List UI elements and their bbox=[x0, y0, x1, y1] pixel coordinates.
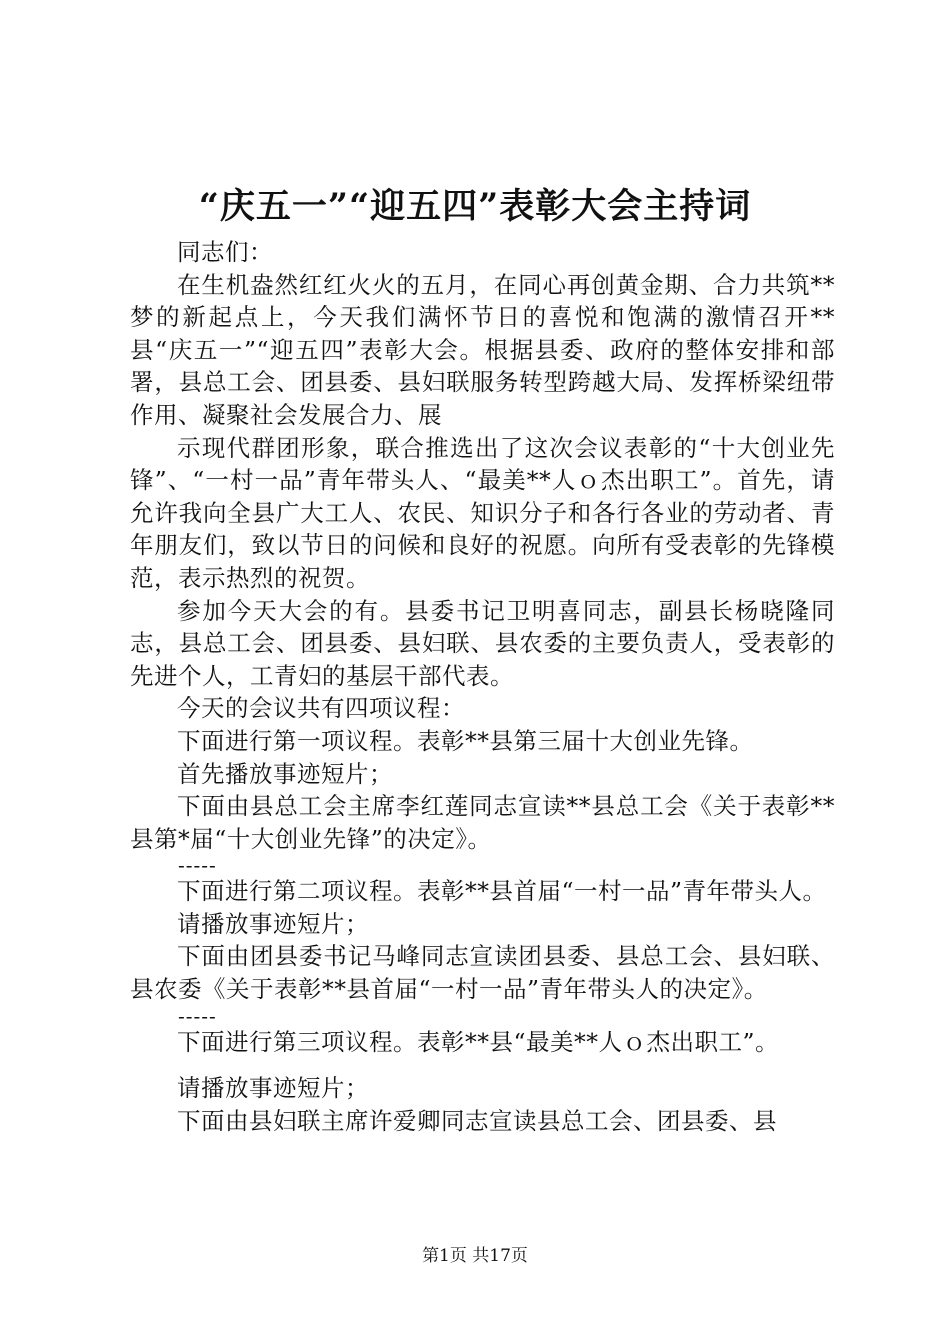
paragraph-opening: 在生机盎然红红火火的五月，在同心再创黄金期、合力共筑**梦的新起点上，今天我们满怀节日的喜悦和饱满的激情召开**县“庆五一”“迎五四”表彰大会。根据县委、政府的整体安排和部署，县总工会、团县委、县妇联服务转型跨越大局、发挥桥梁纽带作用、凝聚社会发展合力、展 bbox=[130, 270, 835, 429]
paragraph-decision-1: 下面由县总工会主席李红莲同志宣读**县总工会《关于表彰**县第*届“十大创业先锋”的决定》。 bbox=[130, 792, 835, 853]
paragraph-video-3: 请播放事迹短片； bbox=[177, 1074, 369, 1103]
paragraph-attendees: 参加今天大会的有。县委书记卫明喜同志，副县长杨晓隆同志，县总工会、团县委、县妇联、县农委的主要负责人，受表彰的先进个人，工青妇的基层干部代表。 bbox=[130, 596, 835, 690]
paragraph-agenda-2: 下面进行第二项议程。表彰**县首届“一村一品”青年带头人。 bbox=[177, 877, 827, 906]
paragraph-agenda-1: 下面进行第一项议程。表彰**县第三届十大创业先锋。 bbox=[177, 726, 754, 755]
separator-dashes: ----- bbox=[178, 853, 217, 878]
paragraph-greeting: 同志们： bbox=[177, 238, 273, 266]
page-footer: 第1页 共17页 bbox=[422, 1246, 528, 1266]
blank-line bbox=[130, 1058, 835, 1072]
paragraph-agenda-3: 下面进行第三项议程。表彰**县“最美**人ｏ杰出职工”。 bbox=[177, 1027, 780, 1056]
paragraph-decision-3: 下面由县妇联主席许爱卿同志宣读县总工会、团县委、县 bbox=[177, 1106, 777, 1135]
document-body bbox=[130, 236, 835, 1137]
paragraph-agenda-intro: 今天的会议共有四项议程： bbox=[177, 694, 465, 723]
paragraph-video-2: 请播放事迹短片； bbox=[177, 909, 369, 938]
paragraph-video-1: 首先播放事迹短片； bbox=[177, 759, 393, 788]
paragraph-honorees: 示现代群团形象，联合推选出了这次会议表彰的“十大创业先锋”、“一村一品”青年带头人、“最美**人ｏ杰出职工”。首先，请允许我向全县广大工人、农民、知识分子和各行各业的劳动者、青年朋友们，致以节日的问候和良好的祝愿。向所有受表彰的先锋模范，表示热烈的祝贺。 bbox=[130, 433, 835, 592]
separator-dashes: ----- bbox=[178, 1003, 217, 1028]
paragraph-decision-2: 下面由团县委书记马峰同志宣读团县委、县总工会、县妇联、县农委《关于表彰**县首届“一村一品”青年带头人的决定》。 bbox=[130, 942, 835, 1004]
document-title: “庆五一”“迎五四”表彰大会主持词 bbox=[198, 186, 752, 227]
